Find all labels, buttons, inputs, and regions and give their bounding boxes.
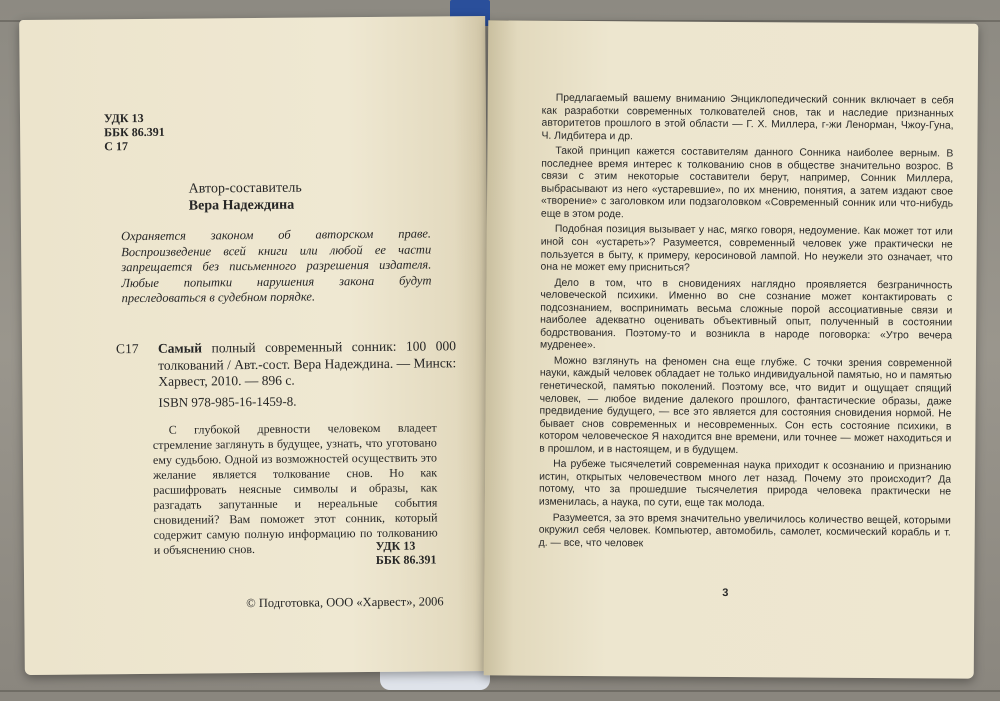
udk-block-top (104, 111, 165, 154)
catalog-entry (116, 338, 456, 390)
author-block (189, 180, 302, 215)
author-mark: С 17 (104, 139, 128, 154)
bbk-code-bottom: ББК 86.391 (375, 552, 437, 567)
author-name: Вера Надеждина (188, 197, 295, 214)
catalog-description: полный современный сонник: 100 000 толкований / Авт.-сост. Вера Надеждина. — Минск: Харвест, 2010. — 896 с. (158, 338, 457, 389)
paragraph: Можно взглянуть на феномен сна еще глубже. С точки зрения современной науки, каждый человек обладает не только индивидуальной памятью, но и памятью генетической, памятью поколений. Поэтому все, что видит и ощущает спящий человек, — любое видение далекого прошлого, фантастические образы, даже предвидение будущего, — все это является для состояния сновидения нормой. Не бывает снов современных и несовременных. Сон есть состояние психики, в котором человеческое Я находится вне времени, или точнее — может находиться и в прошлом, и в настоящем, и в будущем. (539, 355, 952, 456)
isbn: ISBN 978-985-16-1459-8. (158, 393, 297, 410)
udk-code-bottom: УДК 13 (375, 538, 416, 553)
author-label: Автор-составитель (188, 180, 302, 197)
annotation: С глубокой древности человеком владеет стремление заглянуть в будущее, узнать, что уготовано ему судьбою. Одной из возможностей осуществить это желание является толкование снов. Но как расшифровать неясные символы и образы, как разгадать запутанные и нереальные события сновидений? Вам поможет этот сонник, который содержит самую полную информацию по толкованию и объяснению снов. (152, 420, 438, 557)
copyright-notice: Охраняется законом об авторском праве. Воспроизведение всей книги или любой ее части запрещается без письменного разрешения издателя. Любые попытки нарушения закона будут преследоваться в судебном порядке. (120, 226, 432, 306)
catalog-title: Самый (157, 340, 203, 356)
paragraph: Такой принцип кажется составителям данного Сонника наиболее верным. В последнее время интерес к толкованию снов в обществе значительно возрос. В связи с этим некоторые составители берут, например, Сонник Миллера, выбрасывают из него «устаревшие», по их мнению, понятия, а затем издают свое «творение» с заголовком или подзаголовком «Современный сонник или что-нибудь еще в этом роде. (540, 145, 954, 221)
copyright-line: © Подготовка, ООО «Харвест», 2006 (246, 594, 444, 611)
catalog-code: С17 (115, 341, 139, 357)
page-number: 3 (722, 586, 729, 599)
paragraph: На рубеже тысячелетий современная наука приходит к осознанию и признанию истин, открытых человечеством много лет назад. Почему это происходит? Да потому, что за прошедшие тысячелетия природа человека практически не изменилась, а наука, по сути, еще так молода. (538, 459, 952, 510)
body-text (539, 93, 954, 556)
paragraph: Подобная позиция вызывает у нас, мягко говоря, недоумение. Как может тот или иной сон «устареть»? Разумеется, современный человек уже практически не пользуется в быту, к примеру, керосиновой лампой. Но неужели это означает, что она не может ему присниться? (540, 224, 953, 274)
paragraph: Разумеется, за это время значительно увеличилось количество вещей, которыми окружил себя человек. Компьютер, автомобиль, самолет, космический корабль и т. д. — все, что человек (538, 512, 951, 549)
right-page (484, 20, 979, 678)
bbk-code: ББК 86.391 (104, 124, 165, 140)
catalog-body (158, 338, 456, 390)
show-through-print (310, 96, 470, 97)
udk-code: УДК 13 (103, 110, 144, 126)
paragraph: Предлагаемый вашему вниманию Энциклопедический сонник включает в себя как разработки современных толкователей снов, так и наследие признанных авторитетов прошлого в этой области — Г. Х. Миллера, г-жи Ленорман, Чжоу-Гуна, Ч. Лидбитера и др. (541, 92, 954, 142)
udk-block-bottom (376, 538, 437, 567)
left-page (19, 16, 491, 675)
paragraph: Дело в том, что в сновидениях наглядно проявляется безграничность человеческой психики. Именно во сне сознание может контактировать с подсознанием, воспринимать весьма сложные порой ассоциативные связи и наиболее адекватно оценивать объективный опыт, полученный в состоянии бодрствования. Поэтому-то и возникла в народе поговорка: «Утро вечера мудренее». (539, 277, 953, 352)
